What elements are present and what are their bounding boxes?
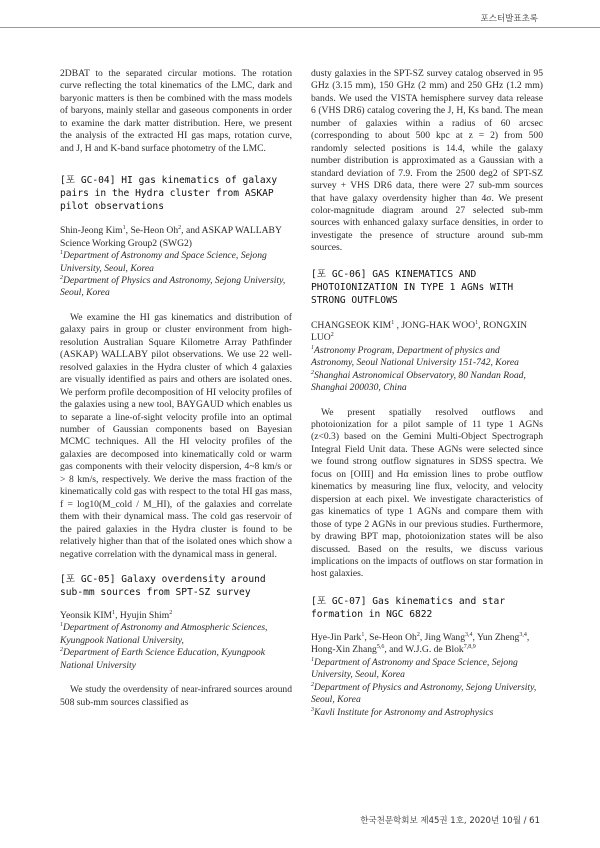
- affiliation-gc06-1: $^1$Astronomy Program, Department of physics and Astronomy, Seoul National University 151-742, Korea: [311, 344, 519, 369]
- header-rule: [0, 27, 600, 28]
- abstract-title-gc07: [포 GC-07] Gas kinematics and star formation in NGC 6822: [311, 595, 506, 620]
- abstract-title-gc05: [포 GC-05] Galaxy overdensity around sub-mm sources from SPT-SZ survey: [60, 573, 266, 598]
- left-column: [60, 68, 292, 709]
- abstract-title-gc04: [포 GC-04] HI gas kinematics of galaxy pairs in the Hydra cluster from ASKAP pilot observations: [60, 175, 278, 213]
- journal-footer: 한국천문학회보 제45권 1호, 2020년 10월 / 61: [360, 816, 540, 826]
- affiliation-gc05-2: $^2$Department of Earth Science Education, Kyungpook National University: [60, 647, 265, 671]
- affiliation-gc04-1: $^1$Department of Astronomy and Space Science, Sejong University, Seoul, Korea: [60, 249, 267, 274]
- continued-paragraph-right: dusty galaxies in the SPT-SZ survey catalog observed in 95 GHz (3.15 mm), 150 GHz (2 mm) and 250 GHz (1.2 mm) bands. We used the VISTA hemisphere survey data release 6 (VHS DR6) catalog covering the J, H, Ks band. The mean number of galaxies within a radius of 60 arcsec (corresponding to about 500 kpc at z = 2) from 500 randomly selected positions is 14.4, while the galaxy number distribution is approximated as a Gaussian with a standard deviation of 7.9. From the 2500 deg2 of SPT-SZ survey + VHS DR6 data, there were 27 sub-mm sources that have galaxy overdensity higher than 4σ. We present color-magnitude diagram around 27 selected sub-mm sources with enhanced galaxy surface densities, in order to investigate the presence of structure around sub-mm sources.: [311, 68, 543, 254]
- right-column: [311, 68, 543, 719]
- authors-gc06: CHANGSEOK KIM$^1$ , JONG-HAK WOO$^1$, RONGXIN LUO$^2$: [311, 319, 528, 344]
- authors-gc04: Shin-Jeong Kim$^1$, Se-Heon Oh$^2$, and ASKAP WALLABY Science Working Group2 (SWG2): [60, 224, 282, 249]
- abstract-body-gc05: We study the overdensity of near-infrared sources around 508 sub-mm sources classified as: [60, 684, 292, 708]
- affiliation-gc04-2: $^2$Department of Physics and Astronomy, Sejong University, Seoul, Korea: [60, 274, 286, 299]
- affiliation-gc07-3: $^3$Kavli Institute for Astronomy and Astrophysics: [311, 706, 494, 718]
- abstract-title-gc06: [포 GC-06] GAS KINEMATICS AND PHOTOIONIZATION IN TYPE 1 AGNs WITH STRONG OUTFLOWS: [311, 268, 514, 306]
- affiliation-gc07-1: $^1$Department of Astronomy and Space Science, Sejong University, Seoul, Korea: [311, 656, 518, 681]
- affiliation-gc06-2: $^2$Shanghai Astronomical Observatory, 80 Nandan Road, Shanghai 200030, China: [311, 369, 526, 394]
- section-header-label: 포스터발표초록: [480, 14, 538, 24]
- abstract-body-gc04: We examine the HI gas kinematics and distribution of galaxy pairs in group or cluster environment from high-resolution Australian Square Kilometre Array Pathfinder (ASKAP) WALLABY pilot observations. We use 22 well-resolved galaxies in the Hydra cluster of which 4 galaxies are visually identified as pairs and others are isolated ones. We perform profile decomposition of HI velocity profiles of the galaxies using a new tool, BAYGAUD which enables us to separate a line-of-sight velocity profile into an optimal number of Gaussian components based on Bayesian MCMC techniques. All the HI velocity profiles of the galaxies are decomposed into kinematically cold or warm gas components with their velocity dispersion, 4~8 km/s or > 8 km/s, respectively. We derive the mass fraction of the kinematically cold gas with respect to the total HI gas mass, f = log10(M_cold / M_HI), of the galaxies and correlate them with their dynamical mass. The cold gas reservoir of the paired galaxies in the Hydra cluster is found to be relatively higher than that of the isolated ones which show a negative correlation with the dynamical mass in general.: [60, 311, 292, 560]
- continued-paragraph: 2DBAT to the separated circular motions. The rotation curve reflecting the total kinematics of the LMC, dark and baryonic matters is then be combined with the mass models of baryons, mainly stellar and gaseous components in order to examine the dark matter distribution. Here, we present the analysis of the extracted HI gas maps, rotation curve, and J, H and K-band surface photometry of the LMC.: [60, 68, 292, 154]
- abstract-body-gc06: We present spatially resolved outflows and photoionization for a pilot sample of 11 type 1 AGNs (z<0.3) based on the Gemini Multi-Object Spectrograph Integral Field Unit data. These AGNs were selected since we found strong outflow signatures in SDSS spectra. We focus on [OIII] and Hα emission lines to probe outflow kinematics by measuring line flux, velocity, and velocity dispersion at each pixel. We investigate characteristics of gas kinematics of type 1 AGNs and compare them with those of type 2 AGNs in our previous studies. Furthermore, by drawing BPT map, photoionization states will be also discussed. Based on the results, we discuss various implications on the impacts of outflows on star formation in host galaxies.: [311, 406, 543, 580]
- authors-gc05: Yeonsik KIM$^1$, Hyujin Shim$^2$: [60, 609, 173, 621]
- affiliation-gc07-2: $^2$Department of Physics and Astronomy, Sejong University, Seoul, Korea: [311, 681, 537, 706]
- authors-gc07: Hye-Jin Park$^1$, Se-Heon Oh$^2$, Jing Wang$^{3,4}$, Yun Zheng$^{3,4}$, Hong-Xin Zhang$^{5,6}$, and W.J.G. de Blok$^{7,8,9}$: [311, 631, 530, 656]
- affiliation-gc05-1: $^1$Department of Astronomy and Atmospheric Sciences, Kyungpook National University,: [60, 622, 268, 646]
